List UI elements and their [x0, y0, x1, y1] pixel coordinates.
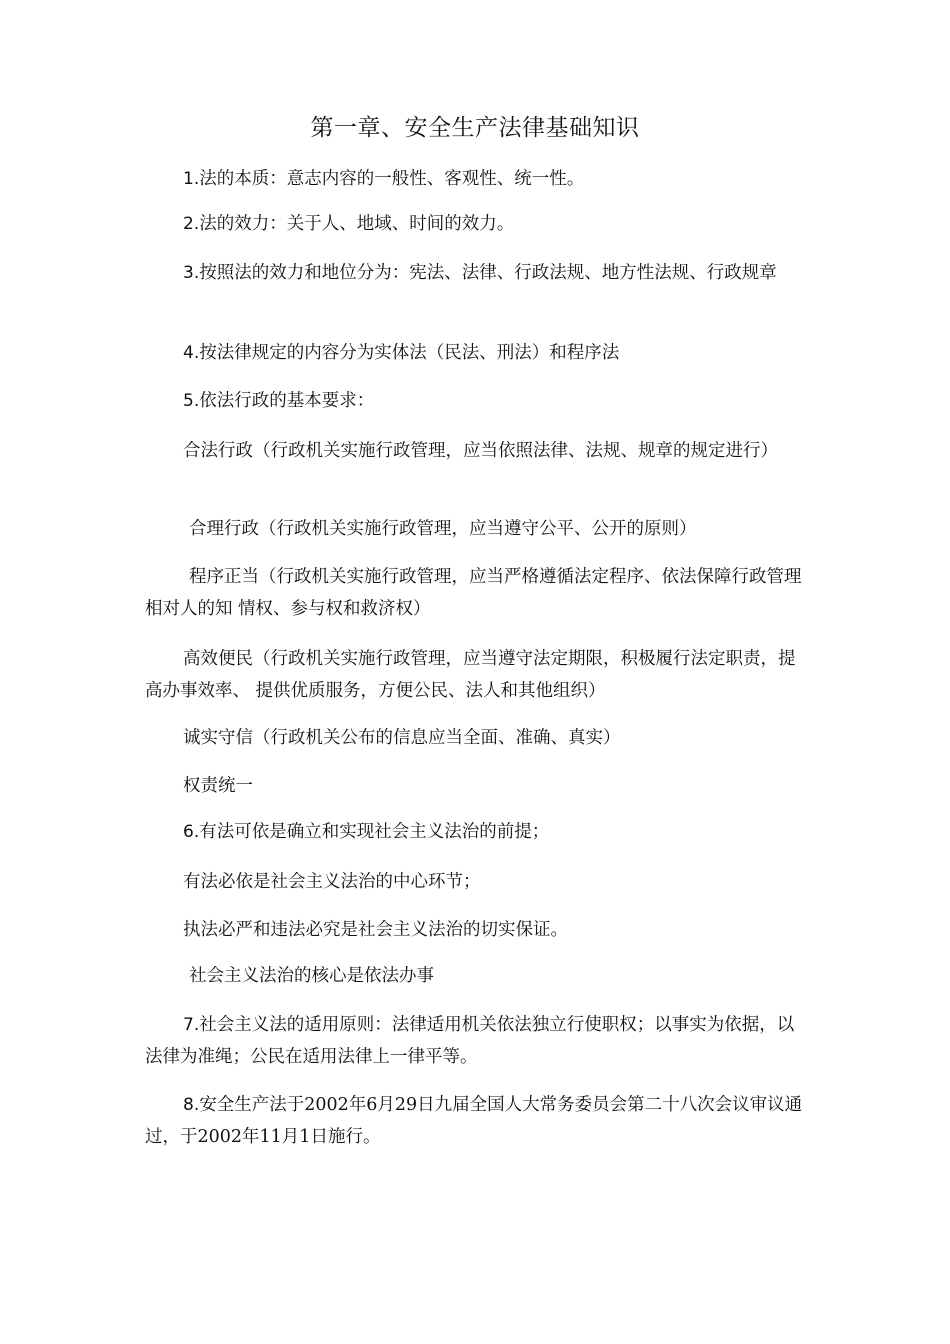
- item-number: 2.: [183, 214, 200, 234]
- paragraph-text: 社会主义法治的核心是依法办事: [189, 966, 434, 986]
- paragraph-3: [145, 257, 805, 289]
- chapter-title: 第一章、安全生产法律基础知识: [310, 115, 640, 141]
- paragraph-6c: [145, 914, 805, 946]
- paragraph-text: 按法律规定的内容分为实体法（民法、刑法）和程序法: [199, 343, 620, 363]
- item-number: 7.: [183, 1015, 200, 1035]
- paragraph-6: [145, 816, 805, 848]
- paragraph-text: 执法必严和违法必究是社会主义法治的切实保证。: [183, 920, 568, 940]
- item-number: 6.: [183, 822, 200, 842]
- paragraph-5: [145, 385, 805, 417]
- paragraph-text: 合理行政（行政机关实施行政管理，应当遵守公平、公开的原则）: [189, 519, 697, 539]
- paragraph-7: [145, 1009, 805, 1073]
- paragraph-text: 诚实守信（行政机关公布的信息应当全面、准确、真实）: [183, 728, 621, 748]
- item-number: 8.: [183, 1095, 200, 1115]
- paragraph-text: 按照法的效力和地位分为：宪法、法律、行政法规、地方性法规、行政规章: [199, 263, 777, 283]
- paragraph-reasonable-admin: [145, 513, 805, 545]
- paragraph-text: 高效便民（行政机关实施行政管理，应当遵守法定期限，积极履行法定职责，提高办事效率、 提供优质服务，方便公民、法人和其他组织）: [145, 649, 796, 701]
- paragraph-4: [145, 337, 805, 369]
- paragraph-6d: [145, 960, 805, 992]
- item-number: 3.: [183, 263, 200, 283]
- item-number: 4.: [183, 343, 200, 363]
- paragraph-8: [145, 1089, 805, 1153]
- paragraph-text: 依法行政的基本要求：: [199, 391, 375, 411]
- paragraph-text: 法的本质：意志内容的一般性、客观性、统一性。: [199, 169, 585, 189]
- paragraph-due-process: [145, 561, 805, 625]
- item-number: 5.: [183, 391, 200, 411]
- paragraph-text: 安全生产法于2002年6月29日九届全国人大常务委员会第二十八次会议审议通过，于2002年11月1日施行。: [145, 1095, 803, 1147]
- item-number: 1.: [183, 169, 200, 189]
- paragraph-text: 有法必依是社会主义法治的中心环节；: [183, 872, 481, 892]
- paragraph-6b: [145, 866, 805, 898]
- paragraph-text: 权责统一: [183, 776, 253, 796]
- paragraph-text: 合法行政（行政机关实施行政管理，应当依照法律、法规、规章的规定进行）: [183, 441, 778, 461]
- paragraph-1: [145, 163, 805, 195]
- paragraph-text: 法的效力：关于人、地域、时间的效力。: [199, 214, 515, 234]
- paragraph-text: 社会主义法的适用原则：法律适用机关依法独立行使职权；以事实为依据，以法律为准绳；公民在适用法律上一律平等。: [145, 1015, 795, 1067]
- paragraph-text: 程序正当（行政机关实施行政管理，应当严格遵循法定程序、依法保障行政管理相对人的知 情权、参与权和救济权）: [145, 567, 802, 619]
- paragraph-accountability: [145, 770, 805, 802]
- paragraph-text: 有法可依是确立和实现社会主义法治的前提；: [199, 822, 550, 842]
- paragraph-lawful-admin: [145, 435, 805, 467]
- paragraph-2: [145, 208, 805, 240]
- paragraph-efficient-service: [145, 643, 805, 707]
- paragraph-honesty: [145, 722, 805, 754]
